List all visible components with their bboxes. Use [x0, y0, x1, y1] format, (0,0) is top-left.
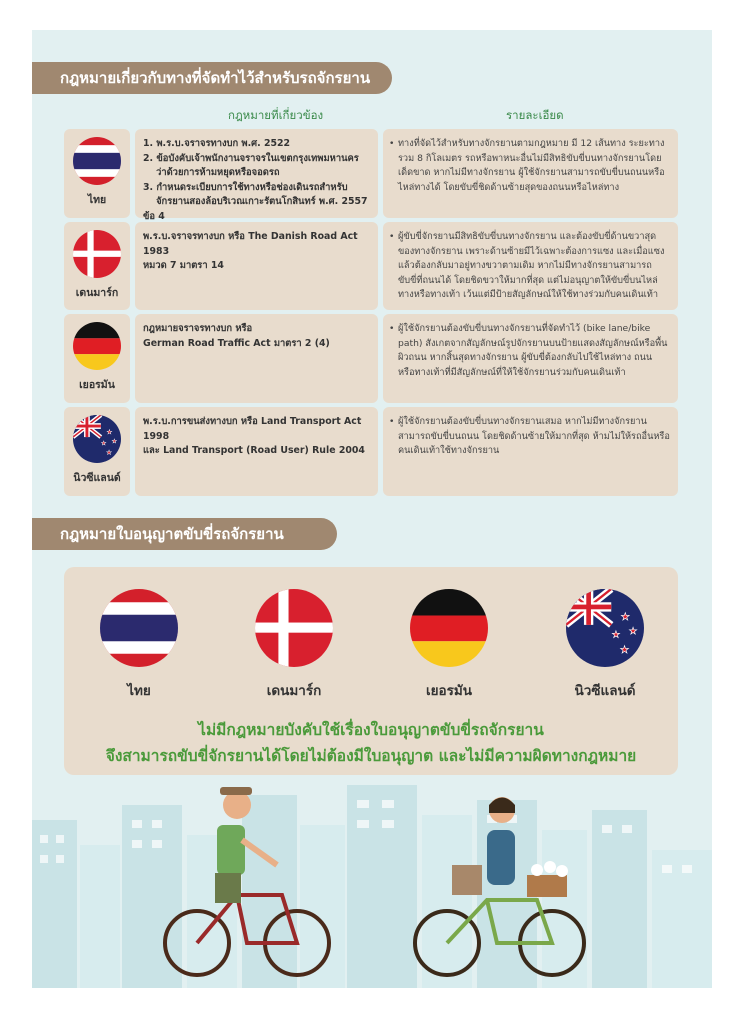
country-cell — [64, 314, 130, 403]
country-cell — [64, 407, 130, 496]
detail-cell — [383, 129, 678, 218]
detail-text: ผู้ใช้จักรยานต้องขับขี่บนทางจักรยานที่จัดทำไว้ (bike lane/bike path) สังเกตจากสัญลักษณ์รูปจักรยานบนป้ายแสดงสัญลักษณ์หรือพื้นผิวถนน หากสิ้นสุดทางจักรยาน ผู้ขับขี่ต้องกลับไปใช้ไหล่ทาง ถนน หรือทางเท้าที่มีสัญลักษณ์ที่ให้ใช้จักรยานร่วมกับคนเดินเท้า — [398, 323, 668, 378]
law-item: พ.ร.บ.การขนส่งทางบก หรือ Land Transport Act 1998 และ Land Transport (Road User) Rule 2004 — [143, 416, 365, 456]
section-header-license-law — [32, 518, 337, 550]
country-name: นิวซีแลนด์ — [73, 472, 121, 484]
table-row-new-zealand — [64, 407, 678, 496]
detail-cell — [383, 407, 678, 496]
section-title: กฎหมายเกี่ยวกับทางที่จัดทำไว้สำหรับรถจักรยาน — [60, 69, 371, 87]
law-item: 3. กำหนดระเบียบการใช้ทางหรือช่องเดินรถสำหรับ จักรยานสองล้อบริเวณเกาะรัตนโกสินทร์ พ.ศ. 2557 ข้อ 4 — [143, 181, 368, 222]
law-item: 2. ข้อบังคับเจ้าพนักงานจราจรในเขตกรุงเทพมหานคร ว่าด้วยการห้ามหยุดหรือจอดรถ — [143, 152, 359, 178]
bullet-icon: • — [389, 138, 395, 149]
bullet-icon: • — [389, 416, 395, 427]
country-name: เดนมาร์ก — [75, 287, 119, 299]
country-new-zealand — [565, 589, 645, 701]
law-cell — [135, 129, 378, 222]
country-name: ไทย — [87, 194, 107, 206]
germany-flag-icon — [73, 322, 121, 370]
law-cell — [135, 222, 378, 310]
license-statement-line-1: ไม่มีกฎหมายบังคับใช้เรื่องใบอนุญาตขับขี่รถจักรยาน — [198, 721, 544, 739]
law-item: 1. พ.ร.บ.จราจรทางบก พ.ศ. 2522 — [143, 138, 291, 149]
detail-cell — [383, 222, 678, 310]
section-title: กฎหมายใบอนุญาตขับขี่รถจักรยาน — [60, 525, 284, 543]
country-cell — [64, 129, 130, 218]
country-name: ไทย — [127, 683, 151, 699]
bullet-icon: • — [389, 323, 395, 334]
country-name: เยอรมัน — [79, 379, 115, 391]
country-denmark — [254, 589, 334, 701]
column-header-detail: รายละเอียด — [506, 108, 564, 122]
detail-text: ผู้ขับขี่จักรยานมีสิทธิขับขี่บนทางจักรยาน และต้องขับขี่ด้านขวาสุดของทางจักรยาน เพราะด้านซ้ายมีไว้เฉพาะต้องการแซง และเมื่อแซงแล้วต้องกลับมาอยู่ทางขวาตามเดิม หากไม่มีทางจักรยานสามารถขับขี่ที่ถนนได้ โดยชิดขวาให้มากที่สุด แต่ไม่อนุญาตให้ขับขี่บนไหล่ทางหรือทางเท้า เว้นแต่มีป้ายสัญลักษณ์ให้ใช้ทางร่วมกับคนเดินเท้า — [398, 231, 665, 300]
column-header-law: กฎหมายที่เกี่ยวข้อง — [228, 108, 324, 122]
detail-cell — [383, 314, 678, 403]
denmark-flag-icon — [255, 589, 333, 667]
germany-flag-icon — [410, 589, 488, 667]
law-cell — [135, 407, 378, 496]
city-skyline-icon — [32, 785, 712, 988]
new-zealand-flag-icon — [566, 589, 644, 667]
law-cell — [135, 314, 378, 403]
detail-text: ทางที่จัดไว้สำหรับทางจักรยานตามกฎหมาย มี 12 เส้นทาง ระยะทางรวม 8 กิโลเมตร รถหรือพาหนะอื่นไม่มีสิทธิขับขี่บนทางจักรยานโดยเด็ดขาด หากไม่มีทางจักรยาน ผู้ใช้จักรยานสามารถขับขี่บนถนนหรือไหล่ทางได้ โดยขับขี่ชิดด้านซ้ายสุดของถนนหรือไหล่ทาง — [398, 138, 665, 193]
country-cell — [64, 222, 130, 310]
country-germany — [409, 589, 489, 701]
law-item: กฎหมายจราจรทางบก หรือ German Road Traffic Act มาตรา 2 (4) — [143, 323, 330, 349]
thailand-flag-icon — [73, 137, 121, 185]
license-statement-line-2: จึงสามารถขับขี่จักรยานได้โดยไม่ต้องมีใบอนุญาต และไม่มีความผิดทางกฎหมาย — [105, 747, 637, 765]
table-row-thailand — [64, 129, 678, 222]
denmark-flag-icon — [73, 230, 121, 278]
city-cyclists-illustration — [32, 775, 712, 988]
license-info-box — [64, 567, 678, 775]
country-thailand — [99, 589, 179, 701]
detail-text: ผู้ใช้จักรยานต้องขับขี่บนทางจักรยานเสมอ หากไม่มีทางจักรยานสามารถขับขี่บนถนน โดยชิดด้านซ้ายให้มากที่สุด ห้ามไม่ให้รถอื่นหรือคนเดินเท้าใช้ทางจักรยาน — [398, 416, 670, 456]
thailand-flag-icon — [100, 589, 178, 667]
table-row-germany — [64, 314, 678, 403]
table-row-denmark — [64, 222, 678, 310]
law-item: พ.ร.บ.จราจรทางบก หรือ The Danish Road Act 1983 หมวด 7 มาตรา 14 — [143, 231, 358, 271]
new-zealand-flag-icon — [73, 415, 121, 463]
country-name: นิวซีแลนด์ — [574, 683, 636, 699]
country-name: เดนมาร์ก — [266, 683, 322, 699]
country-name: เยอรมัน — [425, 683, 472, 699]
section-header-bike-lane-law — [32, 62, 392, 94]
bullet-icon: • — [389, 231, 395, 242]
